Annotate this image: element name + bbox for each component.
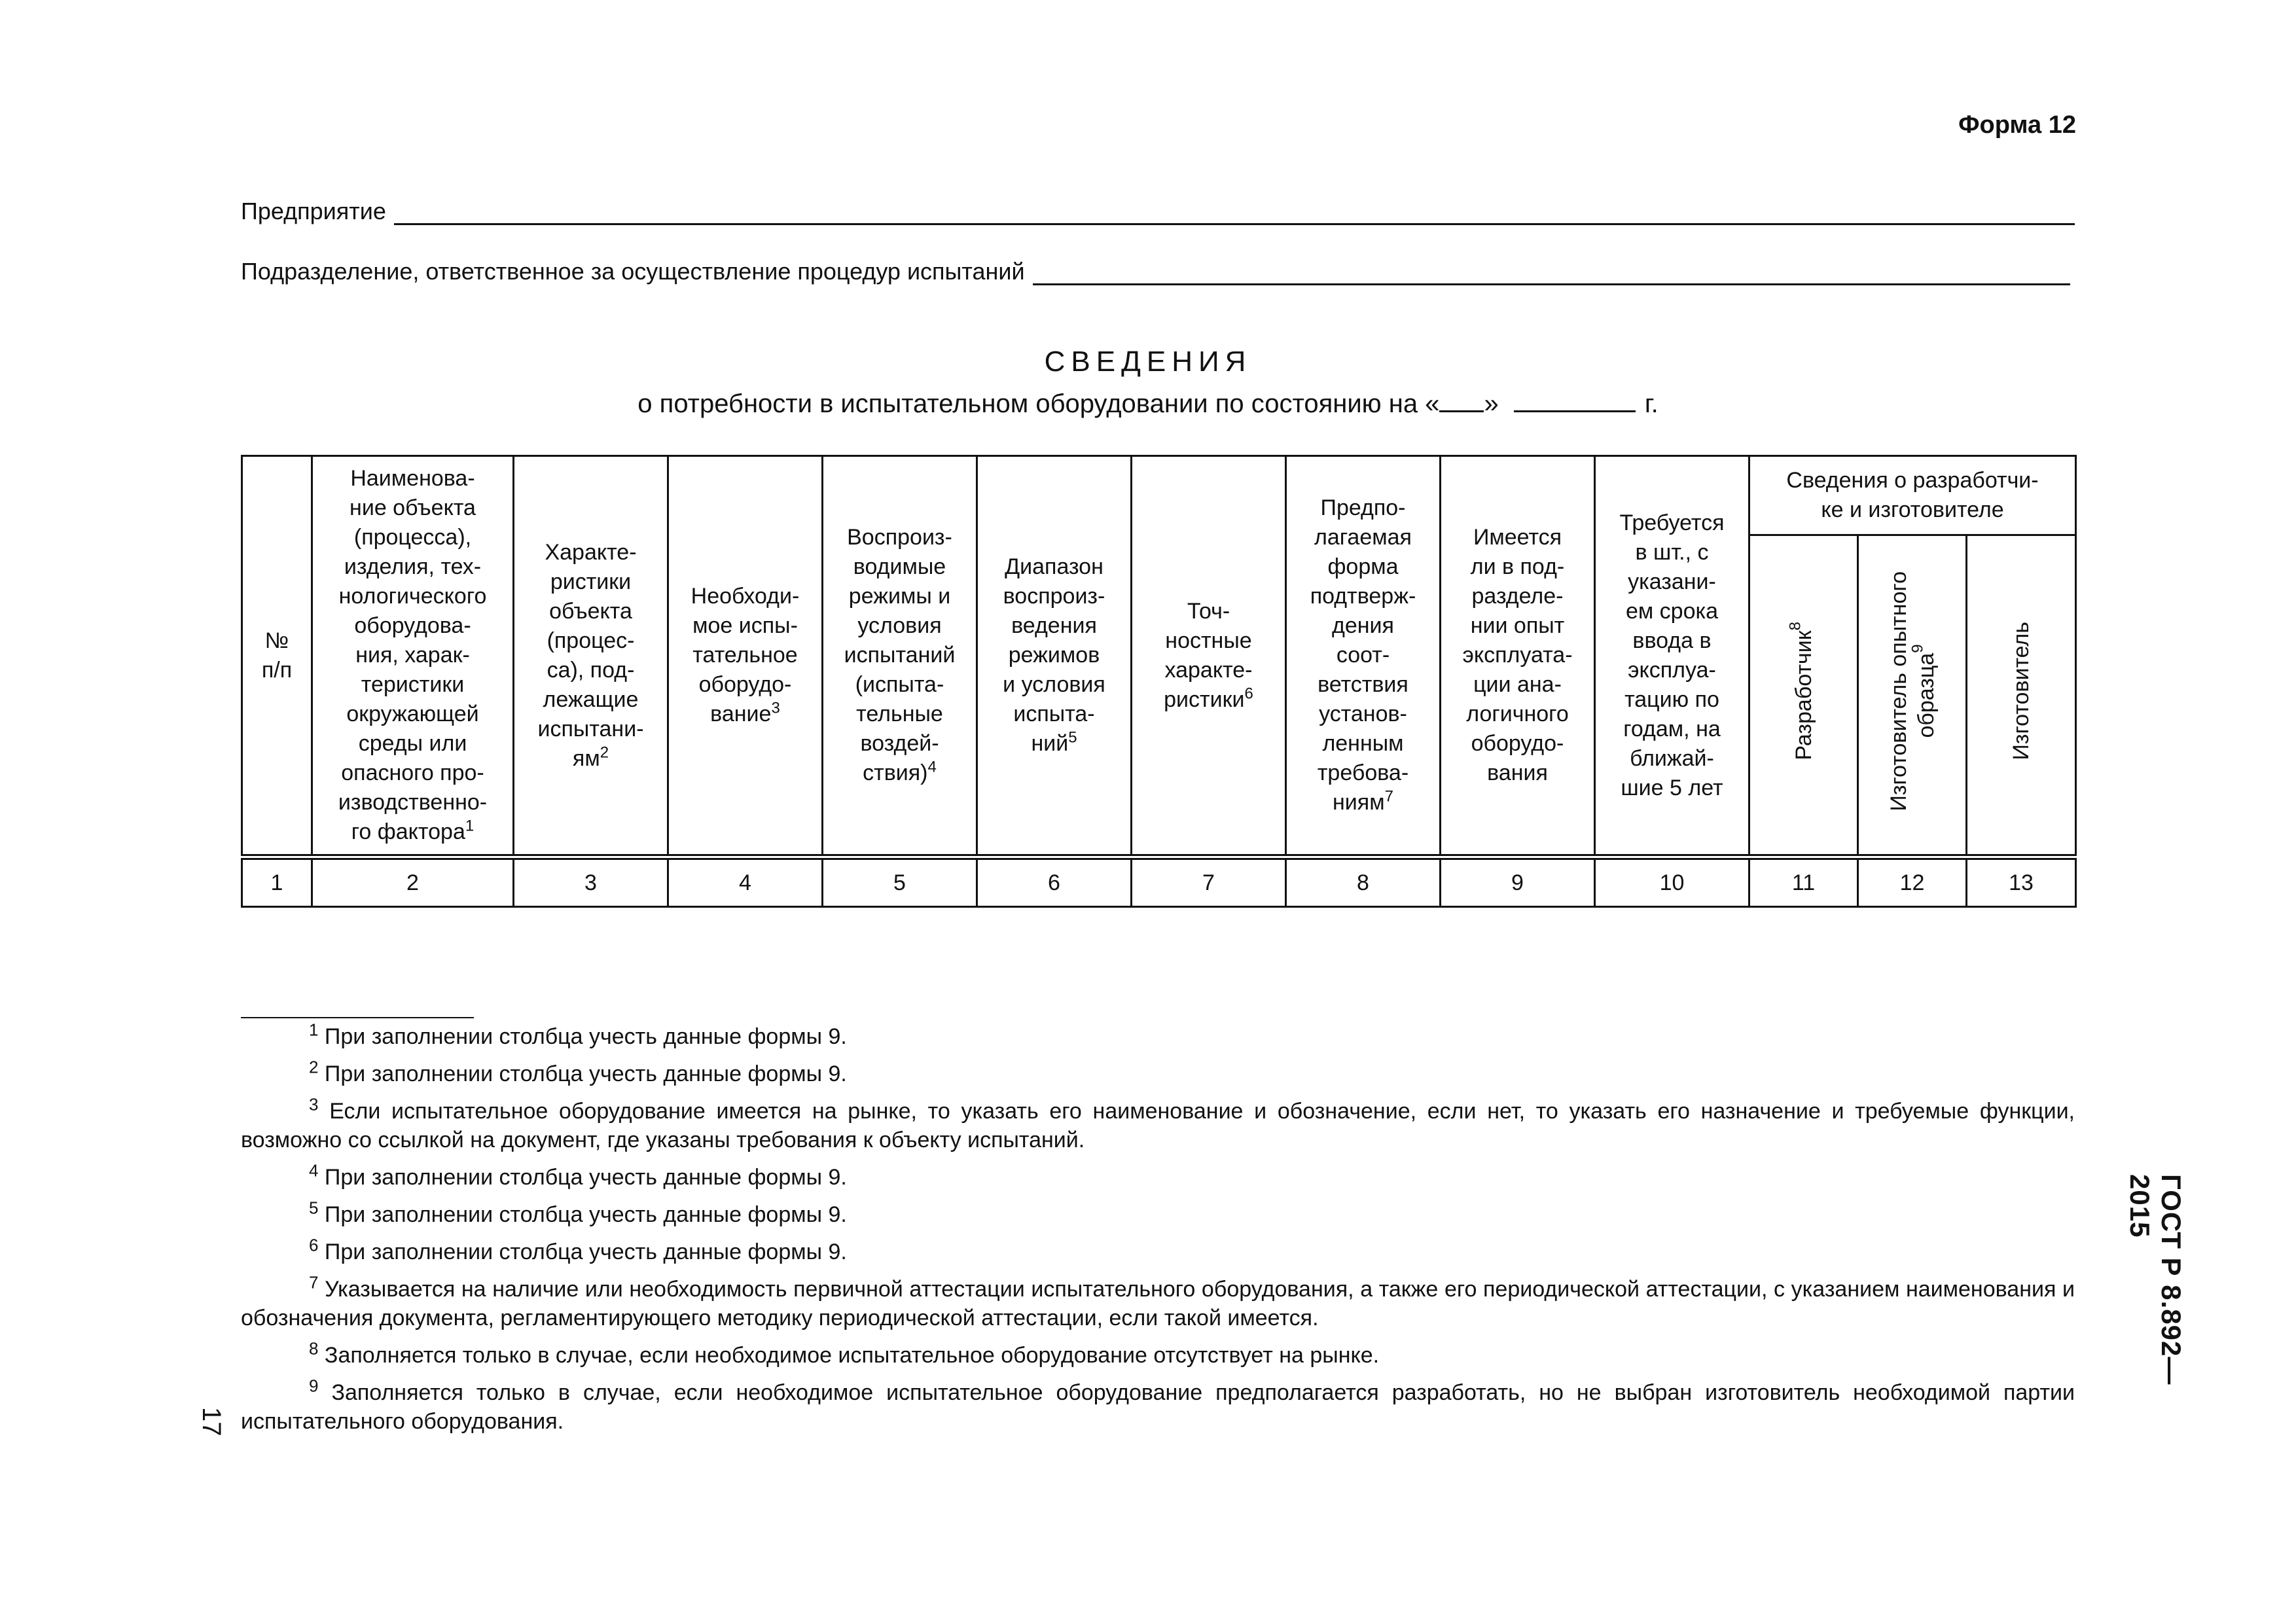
footnote-ref-7: 7 — [1384, 787, 1393, 806]
column-number: 7 — [1132, 857, 1286, 907]
document-subtitle — [0, 388, 2296, 419]
footnote-ref-9: 9 — [1909, 644, 1927, 653]
header-cell-6: Диапазон воспроиз- ведения режимов и условия испыта- ний$^5$ — [977, 456, 1132, 857]
form-label: Форма 12 — [1958, 111, 2076, 139]
requirements-table — [241, 455, 2077, 908]
enterprise-field — [241, 198, 2075, 225]
footnote-separator — [241, 1017, 474, 1018]
subtitle-quote-close: » — [1484, 389, 1499, 418]
header-cell-10: Требуется в шт., с указани- ем срока ввода в эксплуа- тацию по годам, на ближай- шие 5 лет — [1595, 456, 1749, 857]
footnote-8: $^8$ Заполняется только в случае, если необходимое испытательное оборудование отсутствует на рынке. — [309, 1338, 1380, 1368]
footnote-5: $^5$ При заполнении столбца учесть данные формы 9. — [309, 1198, 847, 1227]
document-title: СВЕДЕНИЯ — [1044, 346, 1252, 378]
column-number: 2 — [312, 857, 514, 907]
header-cell-13: Изготовитель — [1967, 535, 2076, 857]
header-cell-3: Характе- ристики объекта (процес- са), под- лежащие испытани- $ям^2$ — [514, 456, 668, 857]
header-cell-8: Предпо- лагаемая форма подтверж- дения соот- ветствия установ- ленным требова- ниям$^7$ — [1286, 456, 1441, 857]
footnote-6: $^6$ При заполнении столбца учесть данные формы 9. — [309, 1235, 847, 1264]
division-input-line — [1033, 260, 2070, 285]
column-number: 9 — [1441, 857, 1595, 907]
header-cell-9: Имеется ли в под- разделе- нии опыт эксплуата- ции ана- логичного оборудо- вания — [1441, 456, 1595, 857]
footnote-3: $^3$ Если испытательное оборудование имеется на рынке, то указать его наименование и обозначение, если нет, то указать его назначение и требуемые функции, возможно со ссылкой на документ, где указаны требования к объекту испытаний. — [241, 1094, 2075, 1152]
header-cell-2: Наименова- ние объекта (процесса), изделия, тех- нологического оборудова- ния, харак- теристики окружающей среды или опасного про- изводственно- го фактора$^1$ — [312, 456, 514, 857]
column-number-row — [242, 857, 2076, 907]
enterprise-input-line — [394, 200, 2075, 225]
column-number: 6 — [977, 857, 1132, 907]
column-number: 12 — [1858, 857, 1967, 907]
footnote-ref-1: 1 — [465, 817, 475, 835]
standard-designation: ГОСТ Р 8.892—2015 — [2125, 1174, 2187, 1385]
footnote-7: $^7$ Указывается на наличие или необходимость первичной аттестации испытательного оборудования, а также его периодической аттестации, с указанием наименования и обозначения документа, регламентирующего методику периодической аттестации, если такой имеется. — [241, 1272, 2075, 1330]
footnote-ref-3: 3 — [771, 699, 780, 717]
subtitle-year-suffix: г. — [1644, 389, 1659, 418]
header-cell-12: Изготовитель опытного образца$^9$ — [1858, 535, 1967, 857]
header-group-developer-manufacturer: Сведения о разработчи- ке и изготовителе — [1749, 456, 2076, 535]
footnote-ref-4: 4 — [927, 758, 937, 776]
month-blank — [1514, 388, 1636, 412]
column-number: 4 — [668, 857, 823, 907]
column-number: 3 — [514, 857, 668, 907]
footnotes — [241, 1022, 2075, 1444]
day-blank — [1439, 388, 1484, 412]
column-number: 1 — [242, 857, 312, 907]
footnote-1: $^1$ При заполнении столбца учесть данные формы 9. — [309, 1020, 847, 1049]
footnote-ref-2: 2 — [600, 743, 609, 762]
header-cell-1: № п/п — [242, 456, 312, 857]
column-number: 13 — [1967, 857, 2076, 907]
column-number: 11 — [1749, 857, 1858, 907]
footnote-ref-8: 8 — [1786, 622, 1804, 631]
footnote-9: $^9$ Заполняется только в случае, если необходимое испытательное оборудование предполагается разработать, но не выбран изготовитель необходимой партии испытательного оборудования. — [241, 1376, 2075, 1434]
division-label: Подразделение, ответственное за осуществление процедур испытаний — [241, 258, 1025, 285]
column-number: 5 — [823, 857, 977, 907]
enterprise-label: Предприятие — [241, 198, 386, 224]
header-cell-11: Разработчик$^8$ — [1749, 535, 1858, 857]
footnote-4: $^4$ При заполнении столбца учесть данные формы 9. — [309, 1160, 847, 1190]
footnote-2: $^2$ При заполнении столбца учесть данные формы 9. — [309, 1057, 847, 1086]
division-field — [241, 258, 2070, 285]
column-number: 8 — [1286, 857, 1441, 907]
header-cell-5: Воспроиз- водимые режимы и условия испытаний (испыта- тельные воздей- ствия)$^4$ — [823, 456, 977, 857]
header-cell-7: Точ- ностные характе- ристики$^6$ — [1132, 456, 1286, 857]
subtitle-text: о потребности в испытательном оборудовании по состоянию на « — [637, 389, 1440, 418]
column-number: 10 — [1595, 857, 1749, 907]
header-cell-4: Необходи- мое испы- тательное оборудо- вание$^3$ — [668, 456, 823, 857]
footnote-ref-5: 5 — [1068, 728, 1077, 747]
page-number: 17 — [197, 1407, 226, 1436]
footnote-ref-6: 6 — [1244, 685, 1253, 703]
